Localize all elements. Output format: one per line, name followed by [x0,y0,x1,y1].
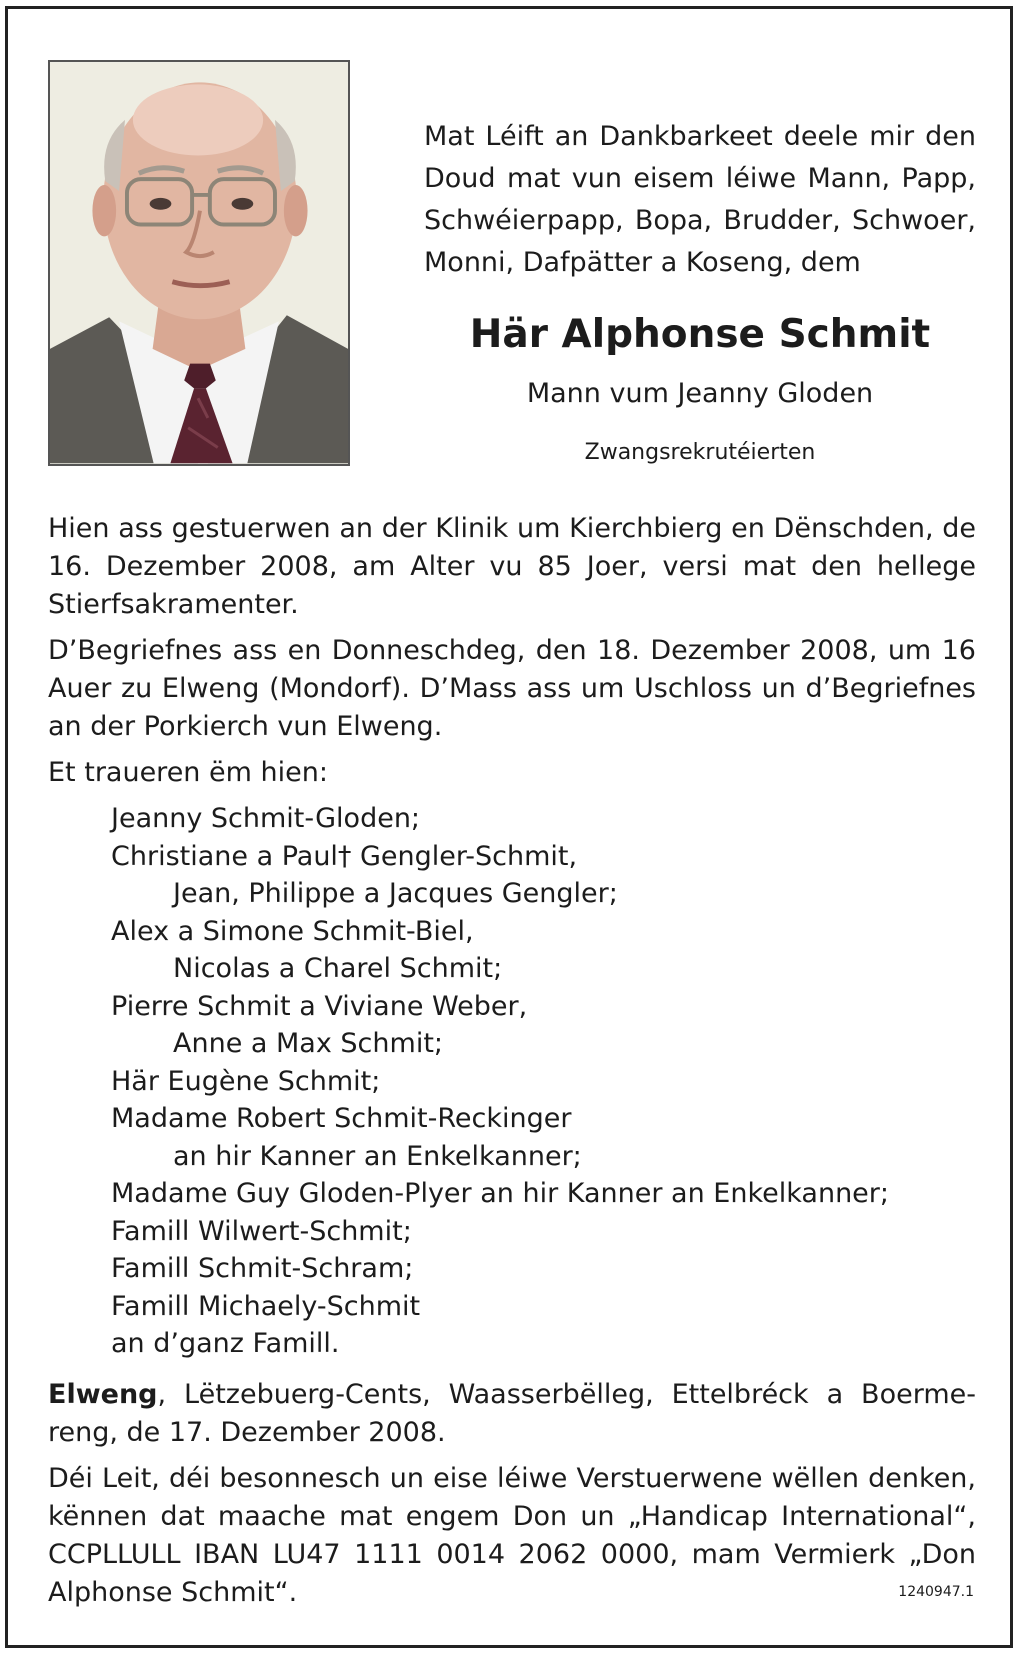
portrait-image [50,62,348,464]
mourner-line: an d’ganz Famill. [111,1328,340,1359]
mourner-line: Famill Schmit-Schram; [111,1253,414,1284]
mourner-line: Jean, Philippe a Jacques Gengler; [173,878,618,909]
mourner-line: Madame Guy Gloden-Plyer an hir Kanner an Enkelkanner; [111,1178,889,1209]
mourner-line: Här Eugène Schmit; [111,1065,381,1097]
funeral-notice: D’Begriefnes ass en Donneschdeg, den 18. Dezember 2008, um 16 Auer zu Elweng (Mondorf). D’Mass ass um Uschloss un d’Begriefnes an der Porkierch vun Elweng. [48,635,976,742]
mourner-line: Alex a Simone Schmit-Biel, [111,915,474,947]
intro-text: Mat Léift an Dankbarkeet deele mir den Doud mat vun eisem léiwe Mann, Papp, Schwéierpapp, Bopa, Brudder, Schwoer, Monni, Dafpätter a Koseng, dem [424,121,976,278]
portrait-photo [48,60,350,466]
place-name: Elweng [48,1379,158,1410]
mourner-line: Famill Michaely-Schmit [111,1290,421,1322]
mourner-line: Jeanny Schmit-Gloden; [111,803,421,834]
place-date-rest: , Lëtzebuerg-Cents, Waasserbëlleg, Ettelbréck a Boermereng, de 17. Dezember 2008. [48,1379,976,1448]
mourner-line: Madame Robert Schmit-Reckinger [111,1103,572,1134]
mourner-line: an hir Kanner an Enkelkanner; [173,1140,582,1172]
status-line: Zwangsrekrutéierten [584,440,816,465]
place-date [48,1376,976,1452]
mourners-intro: Et traueren ëm hien: [48,757,328,788]
reference-number: 1240947.1 [898,1584,974,1600]
death-notice: Hien ass gestuerwen an der Klinik um Kierchbierg en Dënschden, de 16. Dezember 2008, am Alter vu 85 Joer, versi mat den hellege Stierfsakramenter. [48,513,976,620]
donation-note: Déi Leit, déi besonnesch un eise léiwe Verstuerwene wëllen denken, kënnen dat maache mat engem Don un „Handicap International“, CCPLLULL IBAN LU47 1111 0014 2062 0000, mam Vermierk „Don Alphonse Schmit“. [48,1463,976,1608]
mourners-list [48,800,976,1363]
spouse-line: Mann vum Jeanny Gloden [526,378,874,409]
deceased-name: Här Alphonse Schmit [469,312,931,357]
mourner-line: Pierre Schmit a Viviane Weber, [111,990,528,1022]
mourner-line: Anne a Max Schmit; [173,1028,443,1059]
mourner-line: Famill Wilwert-Schmit; [111,1215,412,1247]
mourner-line: Christiane a Paul† Gengler-Schmit, [111,840,578,872]
mourner-line: Nicolas a Charel Schmit; [173,953,503,984]
